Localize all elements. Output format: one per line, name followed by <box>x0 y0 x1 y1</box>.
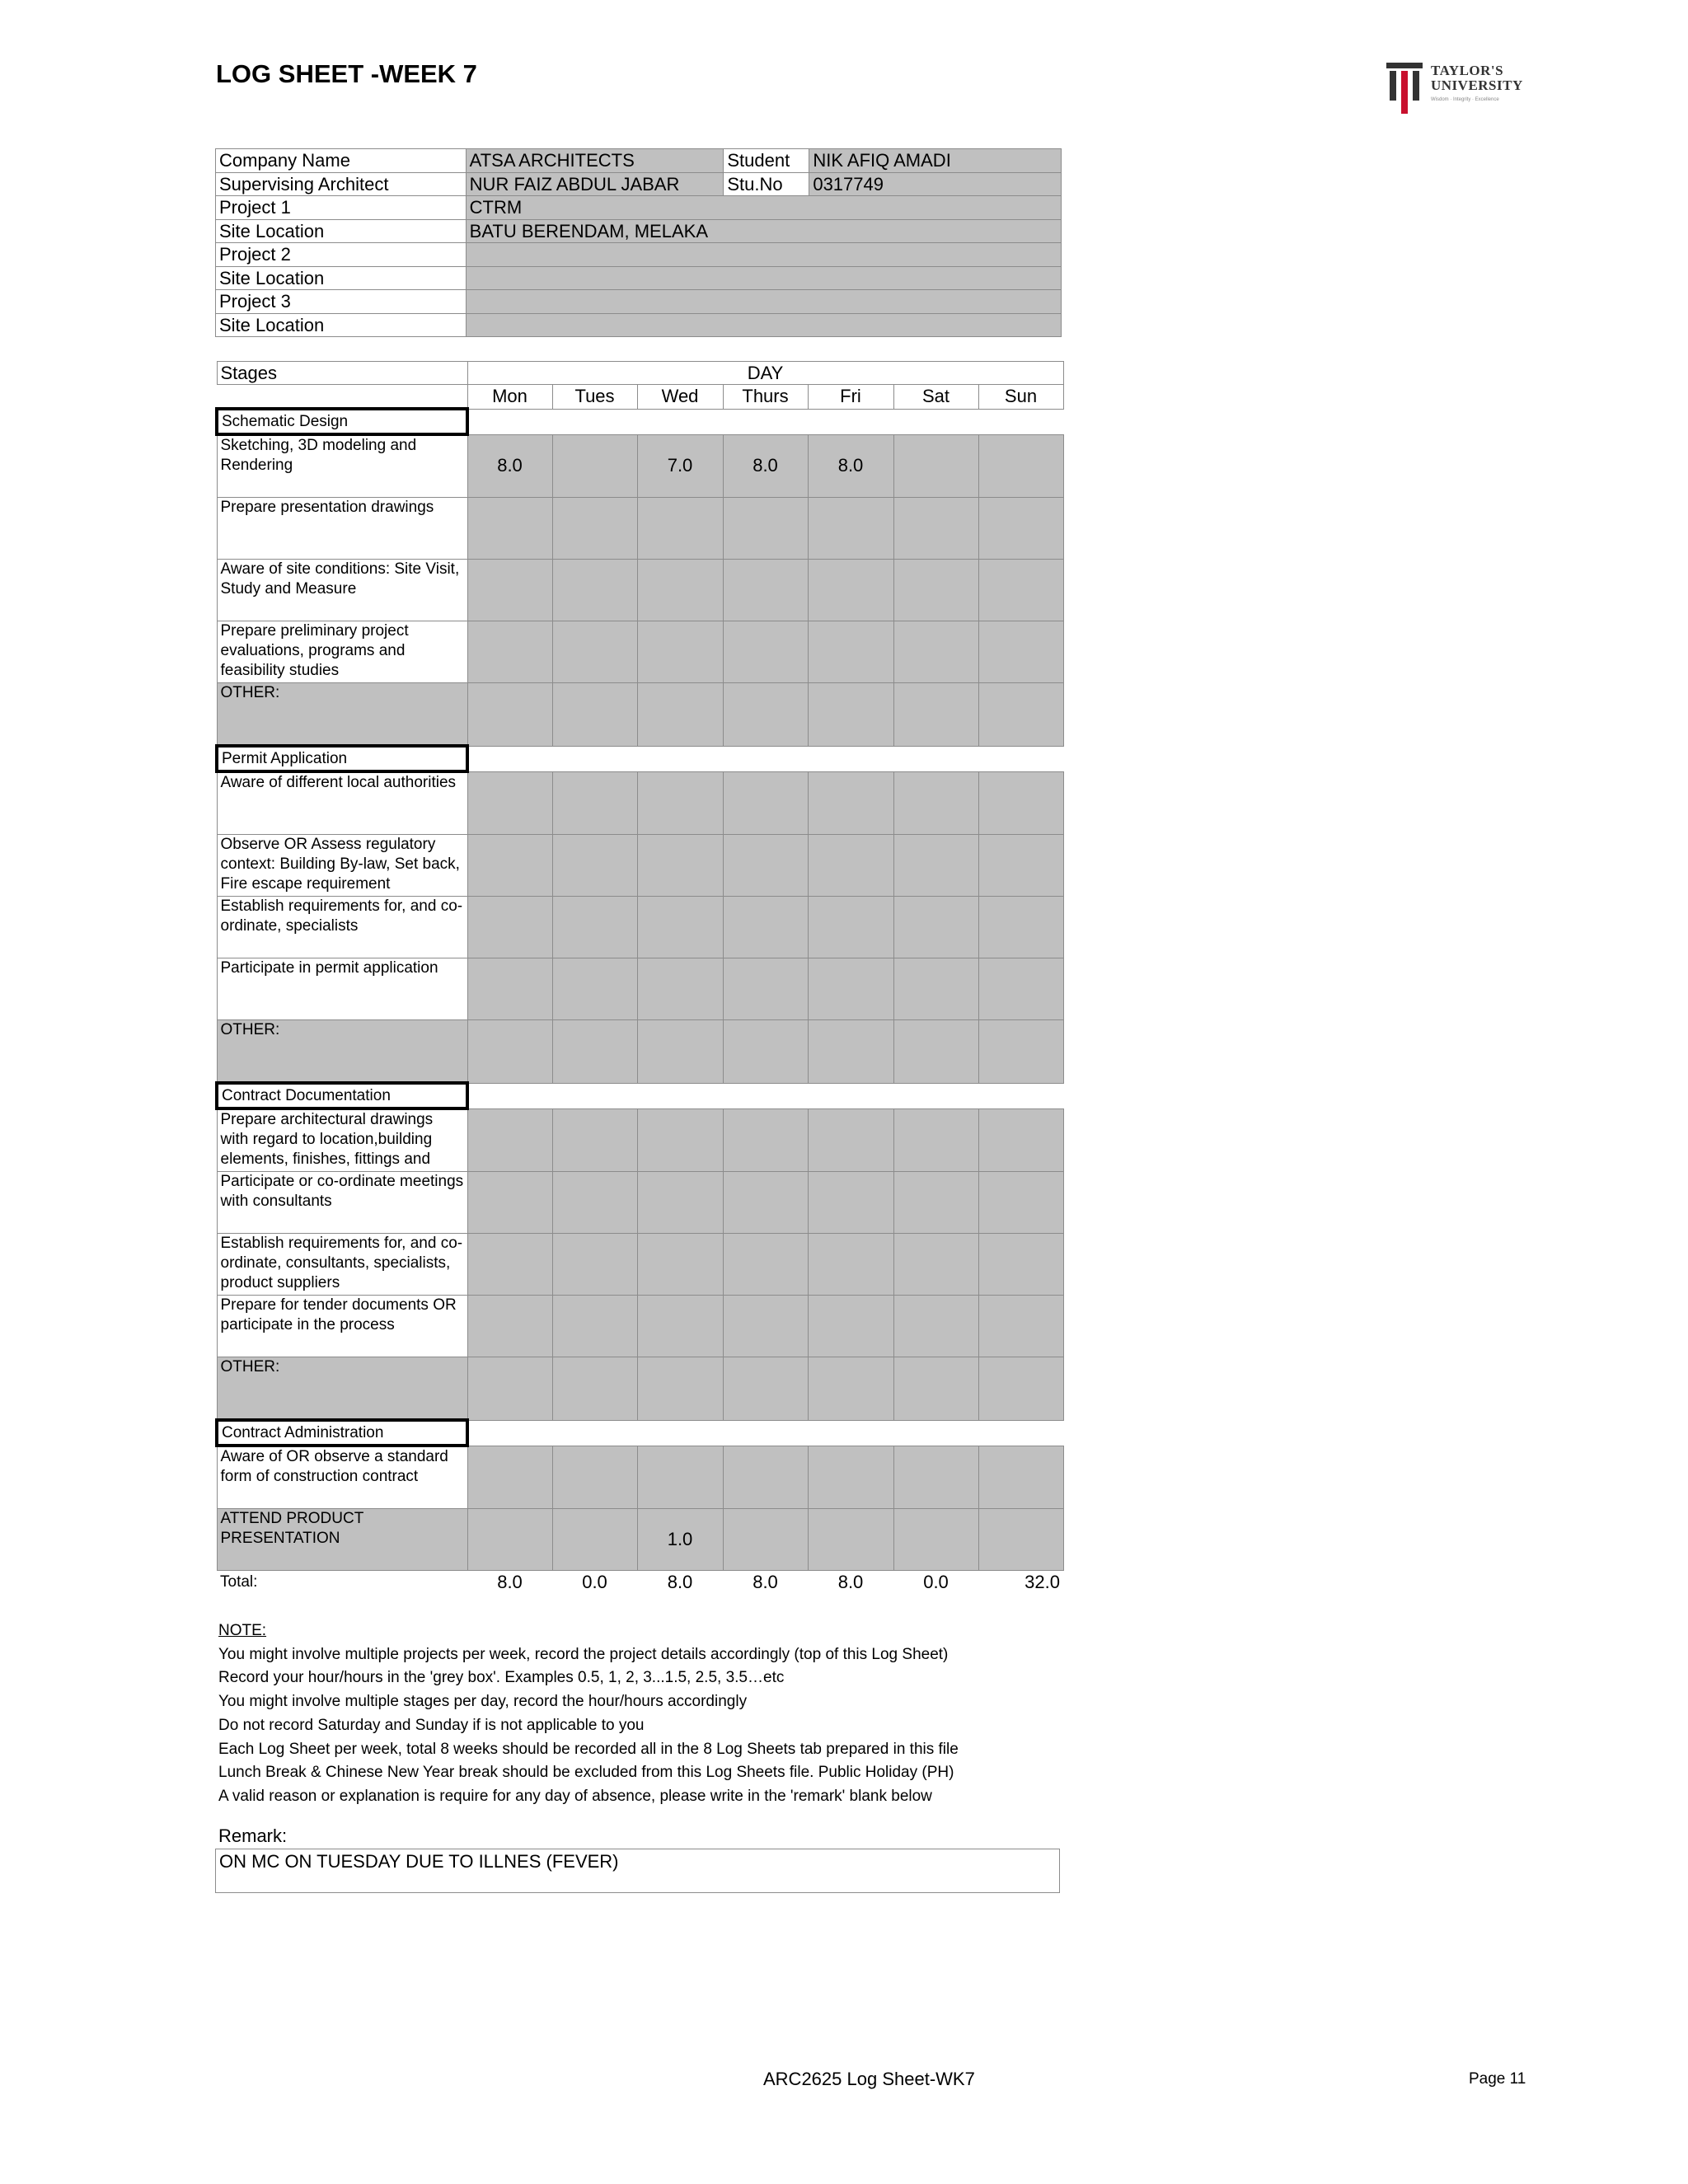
hours-cell-thurs[interactable] <box>723 1234 808 1296</box>
hours-cell-thurs[interactable] <box>723 560 808 621</box>
project3-label: Project 3 <box>216 290 467 314</box>
section-row-schematic <box>217 409 1063 434</box>
note-line: You might involve multiple stages per day, record the hour/hours accordingly <box>218 1693 748 1711</box>
hours-cell-wed[interactable] <box>637 560 723 621</box>
activity-row <box>217 1357 1063 1421</box>
hours-cell-mon[interactable] <box>467 683 552 747</box>
hours-cell-mon[interactable] <box>467 771 552 835</box>
hours-cell-thurs[interactable] <box>723 958 808 1020</box>
hours-cell-wed[interactable] <box>637 897 723 958</box>
company-row <box>216 149 1062 173</box>
hours-cell-fri[interactable] <box>808 771 893 835</box>
hours-log-body <box>217 362 1063 1595</box>
header-row-day <box>217 362 1063 385</box>
hours-cell-thurs[interactable] <box>723 1446 808 1509</box>
note-line: You might involve multiple projects per week, record the project details accordingly (top of this Log Sheet) <box>218 1645 949 1663</box>
hours-cell-mon[interactable] <box>467 835 552 897</box>
hours-cell-tues[interactable] <box>552 621 637 683</box>
activity-row <box>217 434 1063 498</box>
activity-row <box>217 835 1063 897</box>
hours-cell-fri[interactable] <box>808 498 893 560</box>
hours-cell-sat[interactable] <box>893 1234 978 1296</box>
hours-cell-sun[interactable] <box>978 1296 1063 1357</box>
company-label: Company Name <box>216 149 467 173</box>
hours-cell-mon[interactable] <box>467 897 552 958</box>
hours-cell-sun[interactable] <box>978 1020 1063 1084</box>
hours-cell-thurs[interactable] <box>723 1108 808 1172</box>
header-row-weekdays <box>217 385 1063 410</box>
section-spacer <box>467 746 1063 771</box>
taylors-shield-icon <box>1386 63 1423 114</box>
hours-cell-thurs[interactable] <box>723 1020 808 1084</box>
activity-row <box>217 1234 1063 1296</box>
note-line: Do not record Saturday and Sunday if is not applicable to you <box>218 1716 645 1734</box>
activity-label: Prepare architectural drawings with regard to location,building elements, finishes, fittings and <box>217 1108 467 1172</box>
architect-row <box>216 172 1062 196</box>
hours-cell-sat[interactable] <box>893 1172 978 1234</box>
grand-total: 32.0 <box>1025 1572 1060 1592</box>
activity-row <box>217 1108 1063 1172</box>
project1-label: Project 1 <box>216 196 467 220</box>
hours-cell-wed[interactable] <box>637 1020 723 1084</box>
logo-line-1: TAYLOR'S <box>1431 63 1504 78</box>
hours-cell-tues[interactable] <box>552 560 637 621</box>
hours-cell-tues[interactable] <box>552 1296 637 1357</box>
site1-label: Site Location <box>216 219 467 243</box>
hours-cell-sun[interactable] <box>978 1172 1063 1234</box>
hours-cell-sun[interactable] <box>978 498 1063 560</box>
total-cell-mon: 8.0 <box>497 1572 523 1592</box>
stuno-label: Stu.No <box>724 172 809 196</box>
total-cell-fri: 8.0 <box>837 1572 864 1592</box>
project1-value[interactable]: CTRM <box>466 196 1061 220</box>
activity-label: Aware of different local authorities <box>217 771 467 835</box>
hours-cell-sun[interactable] <box>978 1234 1063 1296</box>
activity-row <box>217 1509 1063 1571</box>
section-spacer <box>467 409 1063 434</box>
section-spacer <box>467 1420 1063 1446</box>
site3-row <box>216 313 1062 337</box>
architect-label: Supervising Architect <box>216 172 467 196</box>
hours-cell-mon[interactable] <box>467 498 552 560</box>
hours-cell-tues[interactable] <box>552 1446 637 1509</box>
hours-cell-sat[interactable] <box>893 560 978 621</box>
hours-cell-sat[interactable] <box>893 835 978 897</box>
hours-cell-thurs[interactable] <box>723 621 808 683</box>
hours-cell-fri[interactable] <box>808 1172 893 1234</box>
total-label: Total: <box>220 1573 258 1591</box>
hours-cell-thurs[interactable] <box>723 1357 808 1421</box>
activity-label: Establish requirements for, and co-ordinate, consultants, specialists, product suppliers <box>217 1234 467 1296</box>
hours-cell-tues[interactable] <box>552 1172 637 1234</box>
hours-cell-sat[interactable] <box>893 1108 978 1172</box>
hours-cell-wed[interactable] <box>637 1172 723 1234</box>
notes-heading: NOTE: <box>218 1622 267 1639</box>
activity-label: Participate or co-ordinate meetings with consultants <box>217 1172 467 1234</box>
hours-cell-tues[interactable] <box>552 1234 637 1296</box>
hours-cell-tues[interactable] <box>552 1509 637 1571</box>
hours-cell-thurs[interactable] <box>723 771 808 835</box>
activity-row <box>217 683 1063 747</box>
hours-cell-fri[interactable] <box>808 683 893 747</box>
site3-value[interactable] <box>466 313 1061 337</box>
hours-cell-thurs[interactable]: 8.0 <box>723 434 808 498</box>
project3-value[interactable] <box>466 290 1061 314</box>
activity-row <box>217 1172 1063 1234</box>
day-sat: Sat <box>893 385 978 410</box>
activity-label: OTHER: <box>217 1357 467 1421</box>
activity-label: Aware of OR observe a standard form of construction contract <box>217 1446 467 1509</box>
activity-row <box>217 1296 1063 1357</box>
activity-row <box>217 958 1063 1020</box>
hours-cell-sat[interactable] <box>893 1296 978 1357</box>
hours-cell-mon[interactable] <box>467 1234 552 1296</box>
remark-field[interactable]: ON MC ON TUESDAY DUE TO ILLNES (FEVER) <box>215 1849 1060 1893</box>
day-thurs: Thurs <box>723 385 808 410</box>
hours-cell-mon[interactable] <box>467 560 552 621</box>
section-row-administration <box>217 1420 1063 1446</box>
activity-row <box>217 498 1063 560</box>
hours-cell-sat[interactable] <box>893 1020 978 1084</box>
hours-cell-sat[interactable] <box>893 1446 978 1509</box>
activity-label: Establish requirements for, and co-ordinate, specialists <box>217 897 467 958</box>
hours-cell-wed[interactable] <box>637 1296 723 1357</box>
site3-label: Site Location <box>216 313 467 337</box>
section-title-administration: Contract Administration <box>217 1420 467 1446</box>
hours-cell-wed[interactable] <box>637 1234 723 1296</box>
activity-row <box>217 897 1063 958</box>
project1-row <box>216 196 1062 220</box>
activity-label: OTHER: <box>217 1020 467 1084</box>
hours-cell-sun[interactable] <box>978 560 1063 621</box>
university-logo <box>1386 63 1526 114</box>
hours-cell-tues[interactable] <box>552 897 637 958</box>
hours-cell-wed[interactable] <box>637 1108 723 1172</box>
hours-cell-thurs[interactable] <box>723 1172 808 1234</box>
hours-cell-fri[interactable] <box>808 1357 893 1421</box>
day-header: DAY <box>467 362 1063 385</box>
hours-cell-fri[interactable] <box>808 560 893 621</box>
hours-cell-mon[interactable] <box>467 1296 552 1357</box>
hours-cell-tues[interactable] <box>552 771 637 835</box>
site2-row <box>216 266 1062 290</box>
section-spacer <box>467 1083 1063 1108</box>
site2-value[interactable] <box>466 266 1061 290</box>
hours-cell-fri[interactable] <box>808 621 893 683</box>
hours-cell-sat[interactable] <box>893 434 978 498</box>
activity-row <box>217 771 1063 835</box>
hours-cell-tues[interactable] <box>552 835 637 897</box>
footer-code: ARC2625 Log Sheet-WK7 <box>763 2069 975 2089</box>
hours-cell-wed[interactable] <box>637 498 723 560</box>
activity-label: Sketching, 3D modeling and Rendering <box>217 434 467 498</box>
hours-cell-sun[interactable] <box>978 1108 1063 1172</box>
hours-cell-thurs[interactable] <box>723 683 808 747</box>
hours-cell-sun[interactable] <box>978 1357 1063 1421</box>
hours-cell-fri[interactable] <box>808 1108 893 1172</box>
activity-row <box>217 560 1063 621</box>
note-line: Record your hour/hours in the 'grey box'. Examples 0.5, 1, 2, 3...1.5, 2.5, 3.5…etc <box>218 1669 785 1687</box>
day-wed: Wed <box>637 385 723 410</box>
hours-cell-sat[interactable] <box>893 683 978 747</box>
hours-cell-sun[interactable] <box>978 897 1063 958</box>
hours-cell-wed[interactable] <box>637 683 723 747</box>
hours-cell-thurs[interactable] <box>723 1509 808 1571</box>
hours-cell-fri[interactable] <box>808 1296 893 1357</box>
hours-cell-mon[interactable] <box>467 1357 552 1421</box>
hours-cell-sun[interactable] <box>978 1446 1063 1509</box>
hours-cell-sat[interactable] <box>893 621 978 683</box>
hours-cell-wed[interactable] <box>637 835 723 897</box>
hours-cell-fri[interactable] <box>808 958 893 1020</box>
hours-cell-sun[interactable] <box>978 958 1063 1020</box>
activity-label: Aware of site conditions: Site Visit, Study and Measure <box>217 560 467 621</box>
activity-label: ATTEND PRODUCT PRESENTATION <box>217 1509 467 1571</box>
hours-cell-mon[interactable] <box>467 1509 552 1571</box>
hours-cell-tues[interactable] <box>552 1020 637 1084</box>
page-number: Page 11 <box>1469 2070 1526 2088</box>
hours-cell-thurs[interactable] <box>723 835 808 897</box>
total-cell-wed: 8.0 <box>667 1572 693 1592</box>
hours-cell-fri[interactable] <box>808 1509 893 1571</box>
section-row-permit <box>217 746 1063 771</box>
day-sun: Sun <box>978 385 1063 410</box>
hours-cell-mon[interactable] <box>467 1020 552 1084</box>
section-title-schematic: Schematic Design <box>217 409 467 434</box>
logo-line-2: UNIVERSITY <box>1431 77 1523 93</box>
hours-cell-wed[interactable] <box>637 621 723 683</box>
note-line: Each Log Sheet per week, total 8 weeks should be recorded all in the 8 Log Sheets tab prepared in this file <box>218 1740 959 1758</box>
section-row-documentation <box>217 1083 1063 1108</box>
project2-value[interactable] <box>466 243 1061 267</box>
hours-cell-wed[interactable] <box>637 958 723 1020</box>
activity-row <box>217 621 1063 683</box>
activity-row <box>217 1446 1063 1509</box>
hours-cell-sat[interactable] <box>893 1357 978 1421</box>
activity-label: Participate in permit application <box>217 958 467 1020</box>
project2-label: Project 2 <box>216 243 467 267</box>
activity-label: Prepare presentation drawings <box>217 498 467 560</box>
hours-log-table <box>215 361 1064 1594</box>
hours-cell-fri[interactable] <box>808 1446 893 1509</box>
total-cell-tues: 0.0 <box>582 1572 607 1592</box>
project2-row <box>216 243 1062 267</box>
site1-row <box>216 219 1062 243</box>
hours-cell-wed[interactable]: 1.0 <box>637 1509 723 1571</box>
architect-value[interactable]: NUR FAIZ ABDUL JABAR <box>466 172 724 196</box>
hours-cell-mon[interactable] <box>467 1172 552 1234</box>
hours-cell-sun[interactable] <box>978 683 1063 747</box>
hours-cell-fri[interactable]: 8.0 <box>808 434 893 498</box>
total-cell-thurs: 8.0 <box>753 1572 778 1592</box>
hours-cell-mon[interactable]: 8.0 <box>467 434 552 498</box>
total-cell-sat: 0.0 <box>923 1572 949 1592</box>
remark-label: Remark: <box>218 1825 288 1846</box>
hours-cell-wed[interactable] <box>637 1446 723 1509</box>
hours-cell-tues[interactable] <box>552 683 637 747</box>
hours-cell-wed[interactable] <box>637 1357 723 1421</box>
hours-cell-tues[interactable] <box>552 1357 637 1421</box>
hours-cell-fri[interactable] <box>808 897 893 958</box>
hours-cell-thurs[interactable] <box>723 1296 808 1357</box>
hours-cell-tues[interactable] <box>552 1108 637 1172</box>
hours-cell-sun[interactable] <box>978 835 1063 897</box>
stages-header-spacer <box>217 385 467 410</box>
hours-cell-sat[interactable] <box>893 958 978 1020</box>
hours-cell-tues[interactable] <box>552 434 637 498</box>
hours-cell-fri[interactable] <box>808 1020 893 1084</box>
hours-cell-sat[interactable] <box>893 498 978 560</box>
activity-label: OTHER: <box>217 683 467 747</box>
section-title-permit: Permit Application <box>217 746 467 771</box>
day-fri: Fri <box>808 385 893 410</box>
hours-cell-sun[interactable] <box>978 1509 1063 1571</box>
hours-cell-sun[interactable] <box>978 771 1063 835</box>
hours-cell-mon[interactable] <box>467 1108 552 1172</box>
section-title-documentation: Contract Documentation <box>217 1083 467 1108</box>
hours-cell-sun[interactable] <box>978 621 1063 683</box>
notes-block <box>218 1619 959 1809</box>
hours-cell-tues[interactable] <box>552 498 637 560</box>
note-line: A valid reason or explanation is require for any day of absence, please write in the 'remark' blank below <box>218 1787 932 1805</box>
totals-row <box>217 1571 1063 1595</box>
activity-label: Prepare preliminary project evaluations, programs and feasibility studies <box>217 621 467 683</box>
hours-cell-mon[interactable] <box>467 1446 552 1509</box>
hours-cell-mon[interactable] <box>467 621 552 683</box>
note-line: Lunch Break & Chinese New Year break should be excluded from this Log Sheets file. Public Holiday (PH) <box>218 1764 954 1782</box>
hours-cell-fri[interactable] <box>808 1234 893 1296</box>
hours-cell-sat[interactable] <box>893 771 978 835</box>
stages-header: Stages <box>217 362 467 385</box>
logo-tagline: Wisdom · Integrity · Excellence <box>1431 97 1499 102</box>
hours-cell-tues[interactable] <box>552 958 637 1020</box>
stuno-value[interactable]: 0317749 <box>809 172 1062 196</box>
project-info-table <box>215 148 1062 337</box>
hours-cell-thurs[interactable] <box>723 897 808 958</box>
hours-cell-fri[interactable] <box>808 835 893 897</box>
day-mon: Mon <box>467 385 552 410</box>
hours-cell-wed[interactable]: 7.0 <box>637 434 723 498</box>
day-tues: Tues <box>552 385 637 410</box>
company-value[interactable]: ATSA ARCHITECTS <box>466 149 724 173</box>
site2-label: Site Location <box>216 266 467 290</box>
activity-label: Observe OR Assess regulatory context: Building By-law, Set back, Fire escape requirement <box>217 835 467 897</box>
page-title: LOG SHEET -WEEK 7 <box>216 59 477 88</box>
hours-cell-sat[interactable] <box>893 897 978 958</box>
student-value[interactable]: NIK AFIQ AMADI <box>809 149 1062 173</box>
activity-label: Prepare for tender documents OR participate in the process <box>217 1296 467 1357</box>
hours-cell-wed[interactable] <box>637 771 723 835</box>
site1-value[interactable]: BATU BERENDAM, MELAKA <box>466 219 1061 243</box>
hours-cell-sun[interactable] <box>978 434 1063 498</box>
hours-cell-sat[interactable] <box>893 1509 978 1571</box>
hours-cell-mon[interactable] <box>467 958 552 1020</box>
project3-row <box>216 290 1062 314</box>
hours-cell-thurs[interactable] <box>723 498 808 560</box>
activity-row <box>217 1020 1063 1084</box>
student-label: Student <box>724 149 809 173</box>
